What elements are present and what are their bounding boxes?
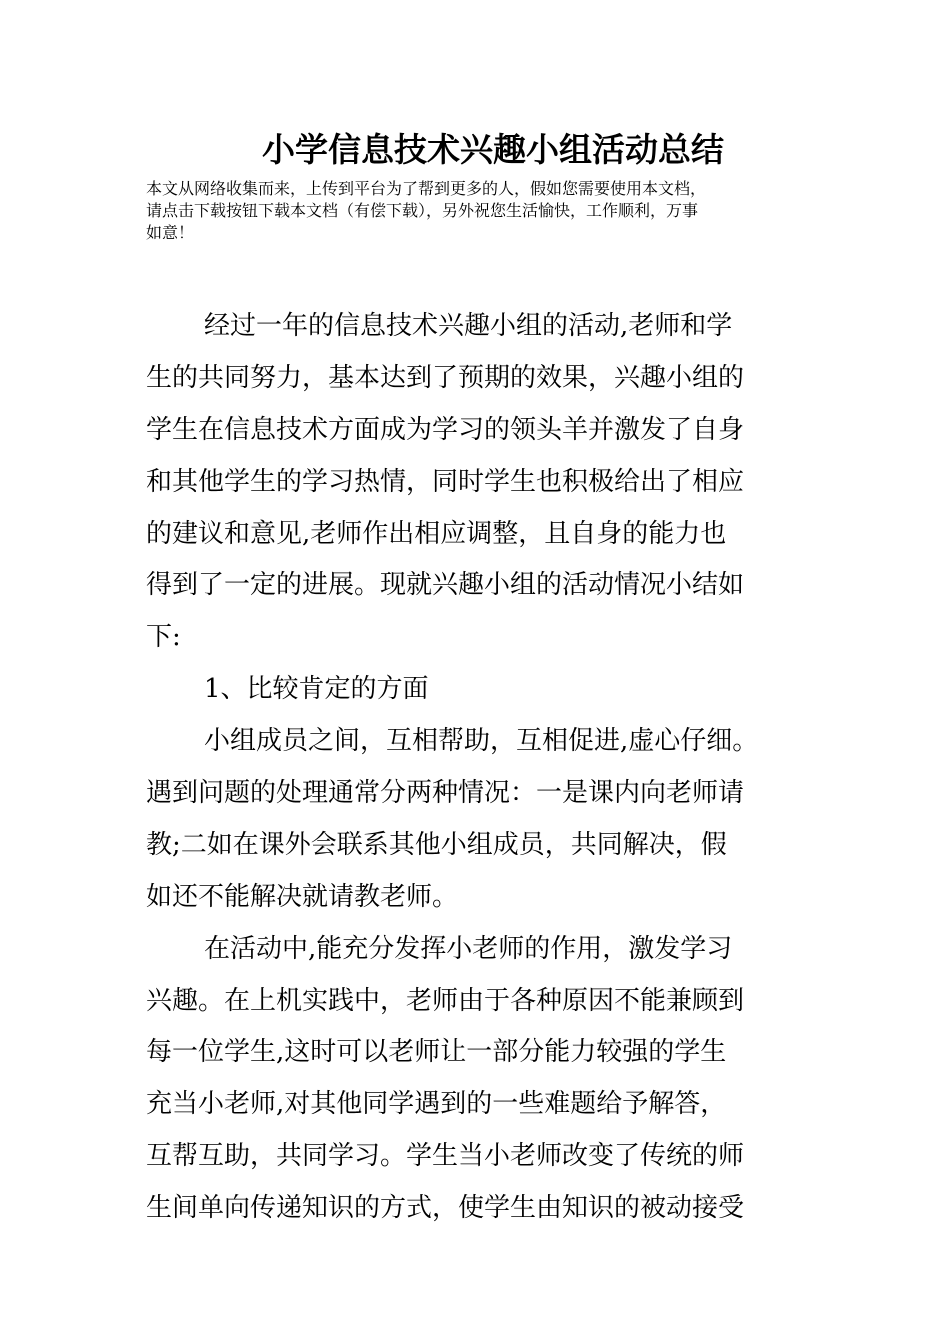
document-body (146, 301, 866, 1235)
document-title: 小学信息技术兴趣小组活动总结 (262, 130, 724, 169)
body-line: 在活动中,能充分发挥小老师的作用，激发学习 (204, 933, 733, 964)
body-line: 得到了一定的进展。现就兴趣小组的活动情况小结如 (146, 570, 745, 601)
body-line: 每一位学生,这时可以老师让一部分能力较强的学生 (146, 1037, 727, 1068)
body-line: 学生在信息技术方面成为学习的领头羊并激发了自身 (146, 414, 745, 445)
body-line: 充当小老师,对其他同学遇到的一些难题给予解答， (146, 1089, 727, 1120)
body-line: 的建议和意见,老师作出相应调整，且自身的能力也 (146, 518, 727, 549)
notice-line: 本文从网络收集而来，上传到平台为了帮到更多的人，假如您需要使用本文档， (146, 179, 707, 198)
body-line: 和其他学生的学习热情，同时学生也积极给出了相应 (146, 466, 745, 497)
body-line: 互帮互助，共同学习。学生当小老师改变了传统的师 (146, 1141, 745, 1172)
body-line: 小组成员之间，互相帮助，互相促进,虚心仔细。 (204, 726, 759, 757)
body-line: 兴趣。在上机实践中，老师由于各种原因不能兼顾到 (146, 985, 745, 1016)
body-line: 经过一年的信息技术兴趣小组的活动,老师和学 (204, 311, 733, 341)
body-line: 教;二如在课外会联系其他小组成员，共同解决，假 (146, 829, 727, 860)
download-notice (146, 178, 826, 244)
body-line: 生的共同努力，基本达到了预期的效果，兴趣小组的 (146, 362, 745, 393)
body-line: 如还不能解决就请教老师。 (146, 881, 459, 912)
body-line: 遇到问题的处理通常分两种情况：一是课内向老师请 (146, 778, 745, 809)
body-line: 生间单向传递知识的方式，使学生由知识的被动接受 (146, 1193, 745, 1224)
section-heading: 1、比较肯定的方面 (204, 674, 429, 705)
notice-line: 请点击下载按钮下载本文档（有偿下载），另外祝您生活愉快，工作顺利，万事 (146, 201, 699, 220)
notice-line: 如意！ (146, 223, 195, 242)
body-line: 下: (146, 622, 181, 653)
